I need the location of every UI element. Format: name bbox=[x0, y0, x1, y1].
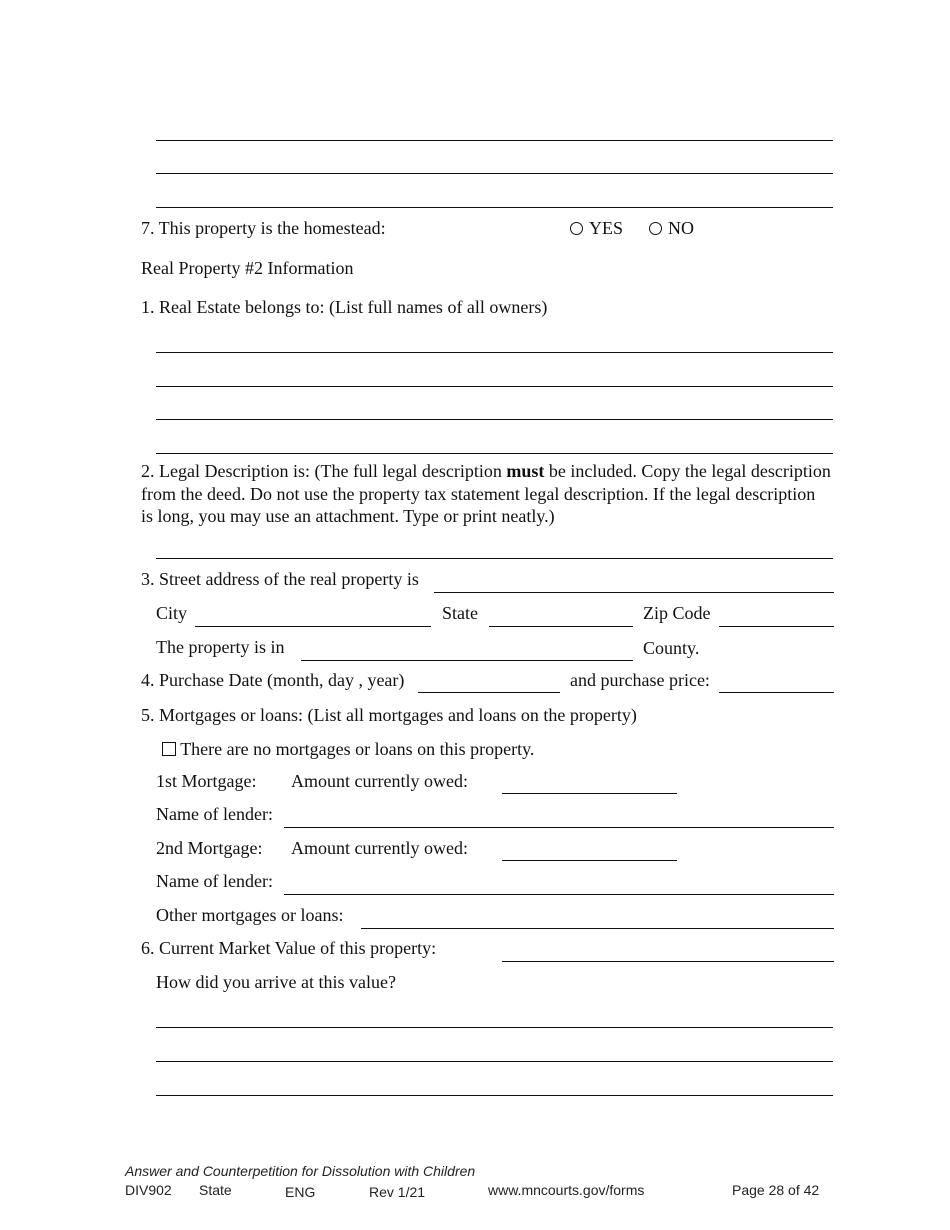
mortgages-question: 5. Mortgages or loans: (List all mortgages and loans on the property) bbox=[141, 705, 637, 725]
footer-revision: Rev 1/21 bbox=[369, 1184, 426, 1200]
city-label: City bbox=[156, 603, 188, 623]
second-amount-label: Amount currently owed: bbox=[291, 838, 468, 858]
second-lender-label: Name of lender: bbox=[156, 871, 273, 891]
first-amount-line[interactable] bbox=[502, 793, 677, 794]
market-value-label: 6. Current Market Value of this property: bbox=[141, 938, 437, 958]
no-label: NO bbox=[668, 218, 694, 238]
city-line[interactable] bbox=[195, 626, 431, 627]
second-mortgage-label: 2nd Mortgage: bbox=[156, 838, 263, 858]
footer-page-number: Page 28 of 42 bbox=[732, 1182, 820, 1198]
homestead-question: 7. This property is the homestead: bbox=[141, 218, 386, 238]
first-lender-line[interactable] bbox=[284, 827, 834, 828]
owners-line-1[interactable] bbox=[156, 352, 833, 353]
footer-website: www.mncourts.gov/forms bbox=[488, 1182, 645, 1198]
zip-line[interactable] bbox=[719, 626, 834, 627]
no-radio-icon[interactable] bbox=[649, 222, 662, 235]
first-mortgage-label: 1st Mortgage: bbox=[156, 771, 257, 791]
homestead-yes-option[interactable] bbox=[570, 217, 623, 239]
no-mortgage-option[interactable] bbox=[162, 738, 534, 760]
state-label: State bbox=[442, 603, 478, 623]
prev-answer-line-2[interactable] bbox=[156, 173, 833, 174]
value-method-label: How did you arrive at this value? bbox=[156, 972, 396, 992]
first-amount-label: Amount currently owed: bbox=[291, 771, 468, 791]
county-line[interactable] bbox=[301, 660, 633, 661]
owners-question: 1. Real Estate belongs to: (List full names of all owners) bbox=[141, 297, 548, 317]
street-address-label: 3. Street address of the real property is bbox=[141, 569, 419, 589]
yes-label: YES bbox=[589, 218, 624, 238]
legal-description-line[interactable] bbox=[156, 558, 833, 559]
second-lender-line[interactable] bbox=[284, 894, 834, 895]
yes-radio-icon[interactable] bbox=[570, 222, 583, 235]
homestead-no-option[interactable] bbox=[649, 217, 694, 239]
footer-form-code: DIV902 bbox=[125, 1182, 172, 1198]
footer-jurisdiction: State bbox=[199, 1182, 232, 1198]
legal-description-question bbox=[141, 460, 831, 528]
footer-form-title: Answer and Counterpetition for Dissolution with Children bbox=[125, 1163, 476, 1179]
other-mortgages-line[interactable] bbox=[361, 928, 834, 929]
owners-line-4[interactable] bbox=[156, 453, 833, 454]
prev-answer-line-1[interactable] bbox=[156, 140, 833, 141]
legal-text-after: be included. Copy the legal description from the deed. Do not use the property tax statement legal description. If the legal description is long, you may use an attachment. Type or print neatly.) bbox=[141, 461, 831, 526]
purchase-price-label: and purchase price: bbox=[570, 670, 710, 690]
purchase-date-label: 4. Purchase Date (month, day , year) bbox=[141, 670, 405, 690]
street-address-line[interactable] bbox=[434, 592, 834, 593]
no-mortgage-label: There are no mortgages or loans on this property. bbox=[180, 739, 535, 759]
value-method-line-1[interactable] bbox=[156, 1027, 833, 1028]
legal-text-before: 2. Legal Description is: (The full legal description bbox=[141, 461, 507, 481]
market-value-line[interactable] bbox=[502, 961, 834, 962]
property-in-label: The property is in bbox=[156, 637, 285, 657]
prev-answer-line-3[interactable] bbox=[156, 207, 833, 208]
purchase-price-line[interactable] bbox=[719, 692, 834, 693]
second-amount-line[interactable] bbox=[502, 860, 677, 861]
owners-line-3[interactable] bbox=[156, 419, 833, 420]
other-mortgages-label: Other mortgages or loans: bbox=[156, 905, 344, 925]
zip-label: Zip Code bbox=[643, 603, 711, 623]
value-method-line-2[interactable] bbox=[156, 1061, 833, 1062]
county-label: County. bbox=[643, 638, 700, 658]
no-mortgage-checkbox[interactable] bbox=[162, 742, 176, 756]
section-title: Real Property #2 Information bbox=[141, 258, 354, 278]
first-lender-label: Name of lender: bbox=[156, 804, 273, 824]
legal-text-bold: must bbox=[506, 461, 545, 481]
value-method-line-3[interactable] bbox=[156, 1095, 833, 1096]
state-line[interactable] bbox=[489, 626, 633, 627]
footer-language: ENG bbox=[285, 1184, 316, 1200]
owners-line-2[interactable] bbox=[156, 386, 833, 387]
purchase-date-line[interactable] bbox=[418, 692, 560, 693]
